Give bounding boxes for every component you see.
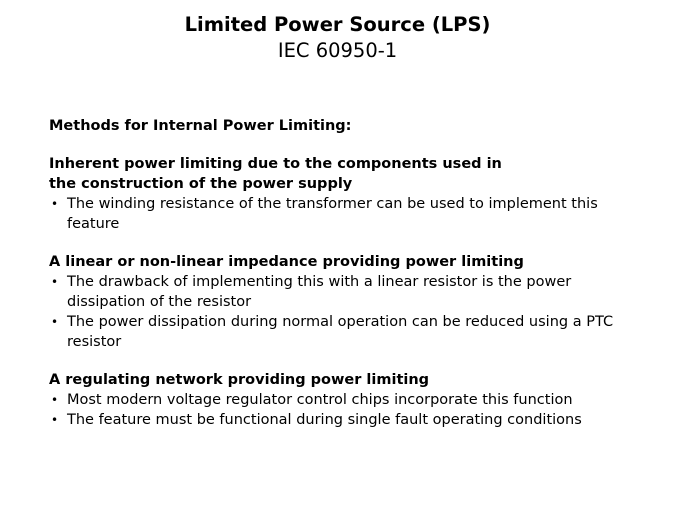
slide-subtitle: IEC 60950-1	[277, 39, 398, 62]
section-heading-line: the construction of the power supply	[49, 176, 353, 192]
bullet-text: The winding resistance of the transformer can be used to implement this feature	[67, 196, 598, 232]
bullet-item	[49, 272, 649, 312]
section-inherent	[49, 154, 649, 234]
section-heading-line: A regulating network providing power limiting	[49, 372, 430, 388]
section-impedance	[49, 252, 649, 352]
bullet-list	[49, 390, 649, 430]
section-heading-line: Inherent power limiting due to the components used in	[49, 156, 502, 172]
bullet-list	[49, 194, 649, 234]
bullet-icon: •	[51, 413, 59, 427]
bullet-item	[49, 410, 649, 430]
section-regulating	[49, 370, 649, 430]
bullet-text: The power dissipation during normal operation can be reduced using a PTC resistor	[67, 314, 614, 350]
bullet-icon: •	[51, 393, 59, 407]
bullet-list	[49, 272, 649, 352]
bullet-text: The feature must be functional during single fault operating conditions	[67, 412, 582, 428]
bullet-text: Most modern voltage regulator control chips incorporate this function	[67, 392, 573, 408]
bullet-item	[49, 390, 649, 410]
slide-title: Limited Power Source (LPS)	[184, 13, 491, 36]
bullet-icon: •	[51, 275, 59, 289]
bullet-item	[49, 312, 649, 352]
slide-content	[49, 116, 649, 430]
bullet-icon: •	[51, 197, 59, 211]
bullet-text: The drawback of implementing this with a linear resistor is the power dissipation of the resistor	[67, 274, 572, 310]
bullet-item	[49, 194, 649, 234]
intro-heading: Methods for Internal Power Limiting:	[49, 118, 352, 134]
bullet-icon: •	[51, 315, 59, 329]
section-heading-line: A linear or non-linear impedance providing power limiting	[49, 254, 524, 270]
